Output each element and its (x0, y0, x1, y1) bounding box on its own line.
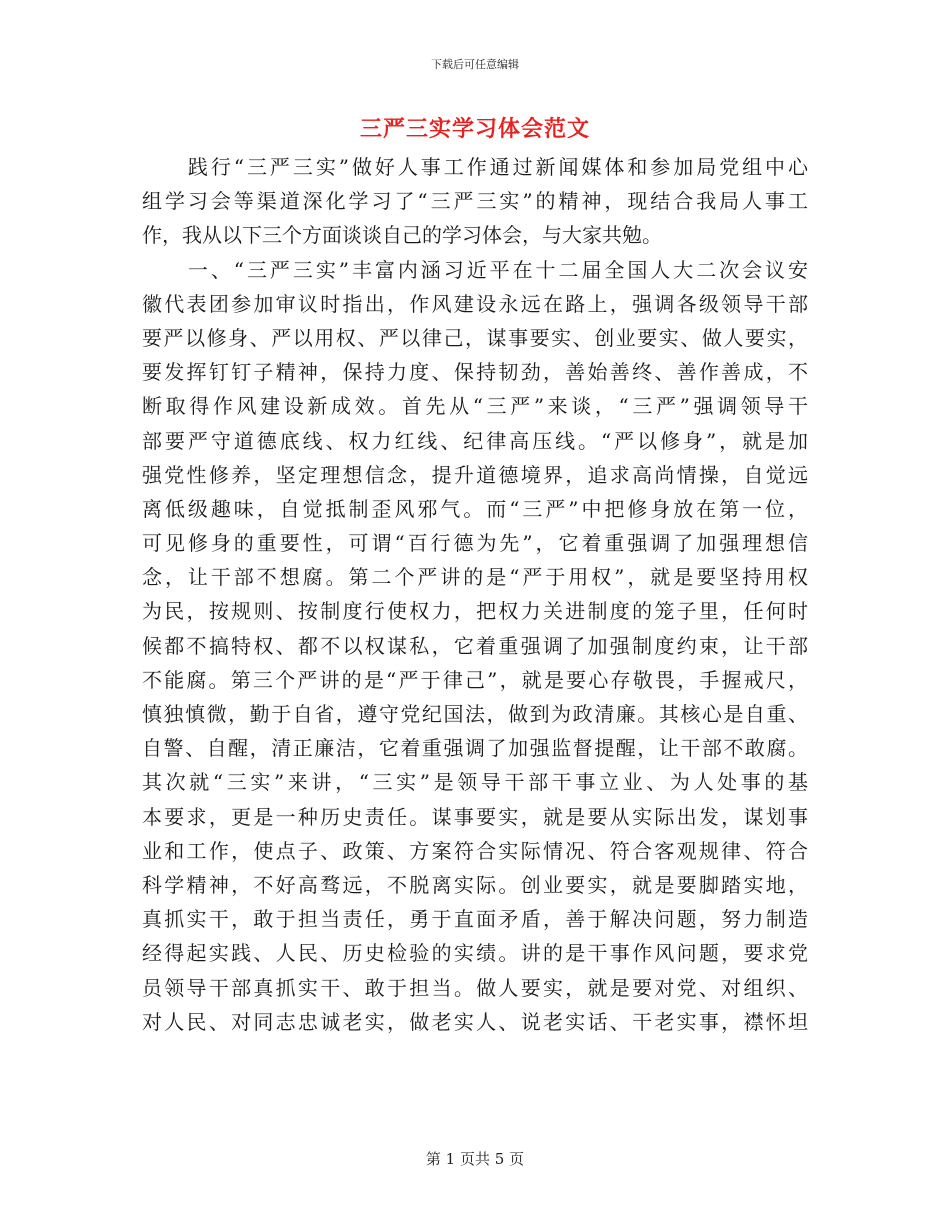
page-number: 第 1 页共 5 页 (425, 1150, 525, 1168)
body-line: 本要求，更是一种历史责任。谋事要实，就是要从实际出发，谋划事 (142, 804, 808, 829)
body-line: 一、“三严三实”丰富内涵习近平在十二届全国人大二次会议安 (142, 257, 808, 282)
body-line: 员领导干部真抓实干、敢于担当。做人要实，就是要对党、对组织、 (142, 975, 808, 1000)
body-line: 徽代表团参加审议时指出，作风建设永远在路上，强调各级领导干部 (142, 291, 808, 316)
body-line: 不能腐。第三个严讲的是“严于律己”，就是要心存敬畏，手握戒尺， (142, 667, 808, 692)
document-title: 三严三实学习体会范文 (359, 117, 590, 142)
body-line: 对人民、对同志忠诚老实，做老实人、说老实话、干老实事，襟怀坦 (142, 1009, 808, 1034)
body-line: 部要严守道德底线、权力红线、纪律高压线。“严以修身”，就是加 (142, 428, 808, 453)
body-line: 其次就“三实”来讲，“三实”是领导干部干事立业、为人处事的基 (142, 770, 808, 795)
body-line: 经得起实践、人民、历史检验的实绩。讲的是干事作风问题，要求党 (142, 941, 808, 966)
document-body (142, 150, 808, 1039)
body-line: 强党性修养，坚定理想信念，提升道德境界，追求高尚情操，自觉远 (142, 462, 808, 487)
body-line: 为民，按规则、按制度行使权力，把权力关进制度的笼子里，任何时 (142, 599, 808, 624)
body-line: 念，让干部不想腐。第二个严讲的是“严于用权”，就是要坚持用权 (142, 565, 808, 590)
header-note: 下载后可任意编辑 (431, 58, 519, 71)
body-line: 自警、自醒，清正廉洁，它着重强调了加强监督提醒，让干部不敢腐。 (142, 736, 808, 761)
body-line: 作，我从以下三个方面谈谈自己的学习体会，与大家共勉。 (142, 223, 662, 248)
body-line: 践行“三严三实”做好人事工作通过新闻媒体和参加局党组中心 (142, 155, 808, 179)
body-line: 要严以修身、严以用权、严以律己，谋事要实、创业要实、做人要实， (142, 325, 808, 350)
body-line: 慎独慎微，勤于自省，遵守党纪国法，做到为政清廉。其核心是自重、 (142, 702, 808, 726)
body-line: 科学精神，不好高骛远，不脱离实际。创业要实，就是要脚踏实地， (142, 872, 808, 897)
body-line: 候都不搞特权、都不以权谋私，它着重强调了加强制度约束，让干部 (142, 633, 808, 658)
body-line: 可见修身的重要性，可谓“百行德为先”，它着重强调了加强理想信 (142, 531, 808, 556)
body-line: 断取得作风建设新成效。首先从“三严”来谈，“三严”强调领导干 (142, 394, 808, 419)
body-line: 组学习会等渠道深化学习了“三严三实”的精神，现结合我局人事工 (142, 189, 808, 214)
body-line: 要发挥钉钉子精神，保持力度、保持韧劲，善始善终、善作善成，不 (142, 360, 808, 385)
body-line: 真抓实干，敢于担当责任，勇于直面矛盾，善于解决问题，努力制造 (142, 907, 808, 932)
body-line: 离低级趣味，自觉抵制歪风邪气。而“三严”中把修身放在第一位， (142, 496, 808, 521)
body-line: 业和工作，使点子、政策、方案符合实际情况、符合客观规律、符合 (142, 838, 808, 863)
